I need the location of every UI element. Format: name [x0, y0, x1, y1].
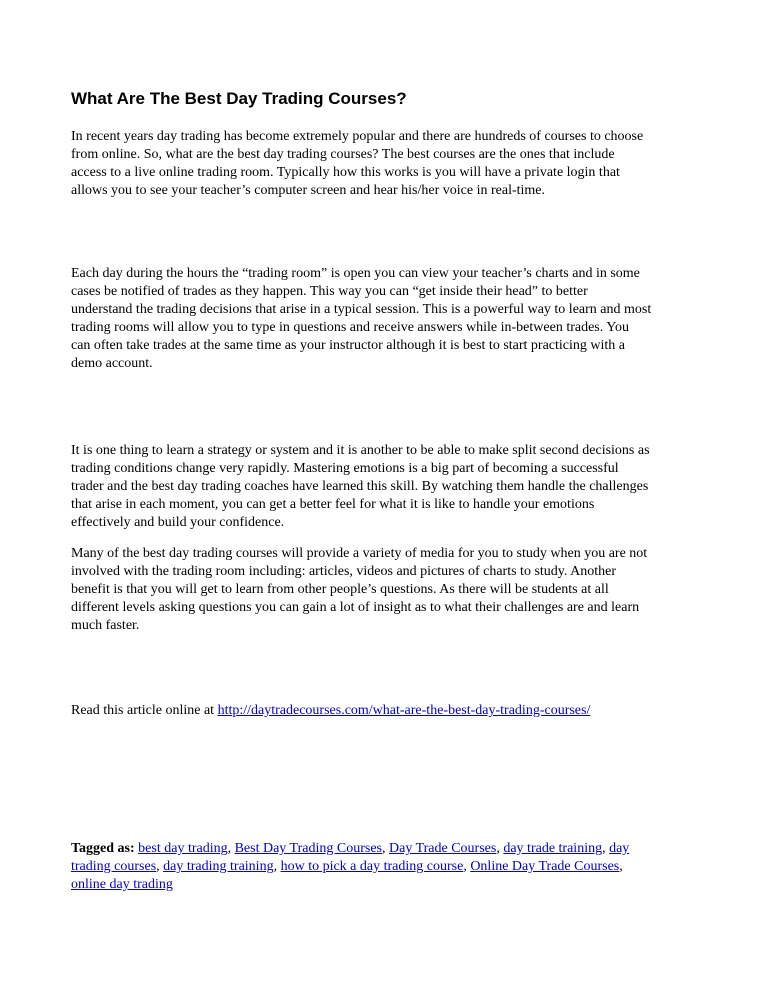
- tag-link[interactable]: day trading training: [163, 859, 274, 874]
- paragraph-line: involved with the trading room including: articles, videos and pictures of charts to study. Another: [71, 564, 616, 579]
- paragraph-line: understand the trading decisions that arise in a typical session. This is a powerful way to learn and most: [71, 302, 652, 317]
- paragraph-line: trading rooms will allow you to type in questions and receive answers while in-between trades. You: [71, 320, 629, 335]
- paragraph-line: different levels asking questions you can gain a lot of insight as to what their challenges are and learn: [71, 600, 640, 615]
- paragraph-4: [71, 545, 711, 635]
- tags-label: Tagged as:: [71, 841, 135, 856]
- tags-section: [71, 840, 711, 894]
- article-url-link[interactable]: http://daytradecourses.com/what-are-the-best-day-trading-courses/: [217, 703, 591, 718]
- paragraph-line: allows you to see your teacher’s computer screen and hear his/her voice in real-time.: [71, 183, 546, 198]
- paragraph-line: In recent years day trading has become extremely popular and there are hundreds of courses to choose: [71, 129, 644, 144]
- tag-link[interactable]: Day Trade Courses: [389, 841, 497, 856]
- tags-line: [71, 858, 711, 876]
- tag-separator: ,: [227, 841, 235, 856]
- tag-link[interactable]: how to pick a day trading course: [280, 859, 464, 874]
- tag-link[interactable]: Online Day Trade Courses: [470, 859, 620, 874]
- tag-link[interactable]: Best Day Trading Courses: [234, 841, 382, 856]
- paragraph-line: can often take trades at the same time as your instructor although it is best to start practicing with a: [71, 338, 626, 353]
- tag-link-day-trading-courses-part2[interactable]: trading courses: [71, 859, 157, 874]
- tags-line: [71, 840, 711, 858]
- paragraph-line: trading conditions change very rapidly. Mastering emotions is a big part of becoming a successful: [71, 461, 619, 476]
- paragraph-line: Each day during the hours the “trading room” is open you can view your teacher’s charts and in some: [71, 266, 640, 281]
- read-online-label: Read this article online at: [71, 703, 218, 718]
- tag-link[interactable]: best day trading: [138, 841, 228, 856]
- page-title: What Are The Best Day Trading Courses?: [71, 89, 407, 108]
- tag-separator: ,: [382, 841, 389, 856]
- paragraph-line: that arise in each moment, you can get a better feel for what it is like to handle your emotions: [71, 497, 595, 512]
- paragraph-3: [71, 442, 711, 532]
- paragraph-line: It is one thing to learn a strategy or system and it is another to be able to make split second decisions as: [71, 443, 650, 458]
- tags-line: [71, 876, 711, 894]
- paragraph-line: trader and the best day trading coaches have learned this skill. By watching them handle the challenges: [71, 479, 649, 494]
- paragraph-line: effectively and build your confidence.: [71, 515, 285, 530]
- paragraph-line: cases be notified of trades as they happen. This way you can “get inside their head” to better: [71, 284, 588, 299]
- read-online-line: [71, 702, 711, 720]
- tag-link[interactable]: online day trading: [71, 877, 173, 892]
- tag-separator: ,: [156, 859, 164, 874]
- paragraph-2: [71, 265, 711, 373]
- paragraph-line: benefit is that you will get to learn from other people’s questions. As there will be students at all: [71, 582, 609, 597]
- paragraph-1: [71, 128, 711, 200]
- tag-separator: ,: [496, 841, 504, 856]
- read-online: [71, 702, 711, 720]
- paragraph-line: demo account.: [71, 356, 153, 371]
- paragraph-line: from online. So, what are the best day trading courses? The best courses are the ones that include: [71, 147, 615, 162]
- paragraph-line: Many of the best day trading courses will provide a variety of media for you to study when you are not: [71, 546, 648, 561]
- tag-separator: ,: [463, 859, 471, 874]
- tag-separator: ,: [602, 841, 610, 856]
- paragraph-line: access to a live online trading room. Typically how this works is you will have a private login that: [71, 165, 620, 180]
- tag-separator: ,: [619, 859, 623, 874]
- paragraph-line: much faster.: [71, 618, 140, 633]
- tag-link-day-trading-courses-part1[interactable]: day: [609, 841, 630, 856]
- tag-link[interactable]: day trade training: [503, 841, 603, 856]
- tag-separator: ,: [273, 859, 281, 874]
